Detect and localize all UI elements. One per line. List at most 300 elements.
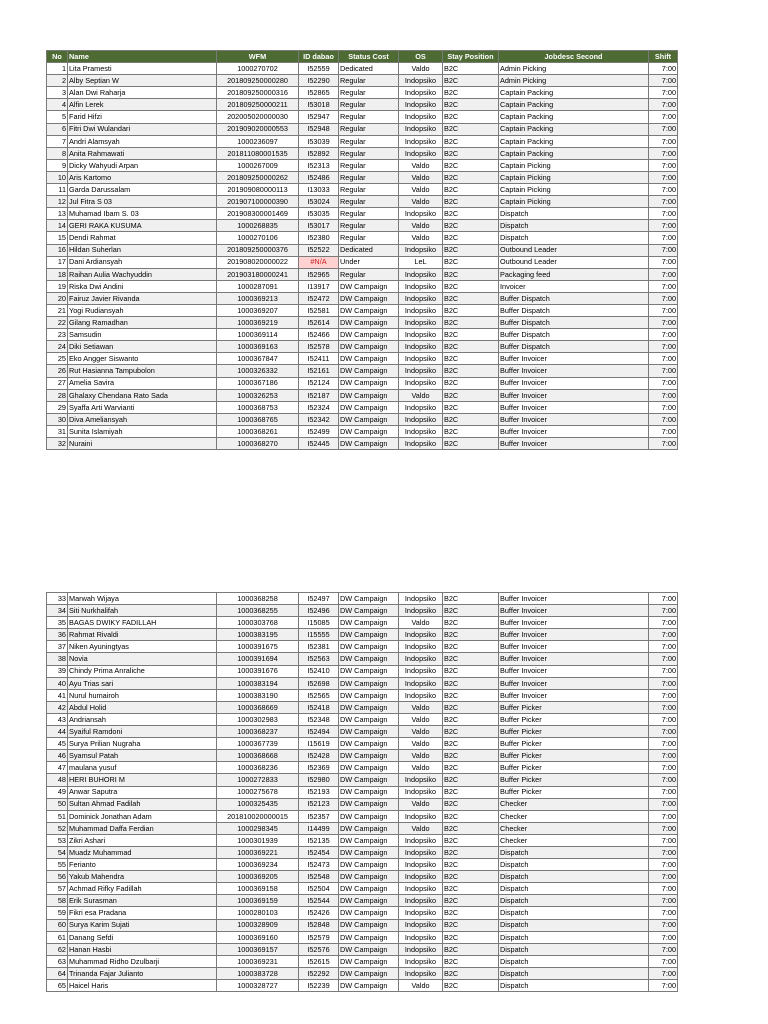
cell-id-dabao[interactable]: I52292 (299, 967, 339, 979)
cell-name[interactable]: Achmad Rifky Fadillah (68, 883, 217, 895)
cell-stay-position[interactable]: B2C (443, 184, 499, 196)
cell-name[interactable]: Amelia Savira (68, 377, 217, 389)
cell-stay-position[interactable]: B2C (443, 726, 499, 738)
cell-wfm[interactable]: 1000369219 (217, 317, 299, 329)
cell-name[interactable]: Yakub Mahendra (68, 871, 217, 883)
cell-status-cost[interactable]: DW Campaign (339, 895, 399, 907)
cell-os[interactable]: Indopsiko (399, 413, 443, 425)
cell-id-dabao[interactable]: I52848 (299, 919, 339, 931)
cell-no[interactable]: 30 (47, 413, 68, 425)
cell-stay-position[interactable]: B2C (443, 774, 499, 786)
cell-shift[interactable]: 7:00 (649, 931, 678, 943)
cell-jobdesc-second[interactable]: Dispatch (499, 955, 649, 967)
cell-wfm[interactable]: 1000270106 (217, 232, 299, 244)
cell-shift[interactable]: 7:00 (649, 967, 678, 979)
cell-os[interactable]: Indopsiko (399, 846, 443, 858)
cell-wfm[interactable]: 1000368255 (217, 605, 299, 617)
cell-shift[interactable]: 7:00 (649, 365, 678, 377)
cell-shift[interactable]: 7:00 (649, 895, 678, 907)
cell-no[interactable]: 20 (47, 292, 68, 304)
cell-os[interactable]: Indopsiko (399, 677, 443, 689)
cell-name[interactable]: Eko Angger Siswanto (68, 353, 217, 365)
cell-status-cost[interactable]: DW Campaign (339, 883, 399, 895)
cell-status-cost[interactable]: DW Campaign (339, 871, 399, 883)
cell-no[interactable]: 14 (47, 220, 68, 232)
cell-shift[interactable]: 7:00 (649, 955, 678, 967)
cell-no[interactable]: 48 (47, 774, 68, 786)
header-shift[interactable]: Shift (649, 51, 678, 63)
cell-id-dabao[interactable]: I52428 (299, 750, 339, 762)
cell-shift[interactable]: 7:00 (649, 413, 678, 425)
cell-jobdesc-second[interactable]: Dispatch (499, 220, 649, 232)
cell-id-dabao[interactable]: I52565 (299, 689, 339, 701)
cell-wfm[interactable]: 1000302983 (217, 713, 299, 725)
cell-status-cost[interactable]: DW Campaign (339, 834, 399, 846)
cell-shift[interactable]: 7:00 (649, 689, 678, 701)
cell-os[interactable]: Indopsiko (399, 629, 443, 641)
cell-os[interactable]: Valdo (399, 389, 443, 401)
cell-os[interactable]: Valdo (399, 750, 443, 762)
cell-stay-position[interactable]: B2C (443, 87, 499, 99)
cell-jobdesc-second[interactable]: Invoicer (499, 280, 649, 292)
cell-status-cost[interactable]: Regular (339, 184, 399, 196)
cell-name[interactable]: Muadz Muhammad (68, 846, 217, 858)
cell-os[interactable]: Indopsiko (399, 774, 443, 786)
cell-jobdesc-second[interactable]: Dispatch (499, 859, 649, 871)
cell-status-cost[interactable]: Regular (339, 123, 399, 135)
cell-status-cost[interactable]: DW Campaign (339, 907, 399, 919)
cell-stay-position[interactable]: B2C (443, 99, 499, 111)
cell-shift[interactable]: 7:00 (649, 329, 678, 341)
cell-no[interactable]: 16 (47, 244, 68, 256)
cell-jobdesc-second[interactable]: Dispatch (499, 208, 649, 220)
cell-id-dabao[interactable]: I53024 (299, 196, 339, 208)
cell-jobdesc-second[interactable]: Captain Picking (499, 159, 649, 171)
cell-name[interactable]: Danang Sefdi (68, 931, 217, 943)
cell-os[interactable]: Indopsiko (399, 147, 443, 159)
cell-jobdesc-second[interactable]: Captain Packing (499, 135, 649, 147)
cell-shift[interactable]: 7:00 (649, 822, 678, 834)
cell-os[interactable]: Indopsiko (399, 365, 443, 377)
cell-jobdesc-second[interactable]: Captain Packing (499, 87, 649, 99)
cell-no[interactable]: 28 (47, 389, 68, 401)
cell-shift[interactable]: 7:00 (649, 99, 678, 111)
header-jobdesc-second[interactable]: Jobdesc Second (499, 51, 649, 63)
cell-id-dabao[interactable]: I52581 (299, 304, 339, 316)
cell-shift[interactable]: 7:00 (649, 859, 678, 871)
cell-stay-position[interactable]: B2C (443, 822, 499, 834)
cell-no[interactable]: 43 (47, 713, 68, 725)
cell-name[interactable]: Syaiful Ramdoni (68, 726, 217, 738)
cell-id-dabao[interactable]: I52494 (299, 726, 339, 738)
cell-status-cost[interactable]: DW Campaign (339, 365, 399, 377)
cell-shift[interactable]: 7:00 (649, 629, 678, 641)
cell-jobdesc-second[interactable]: Admin Picking (499, 75, 649, 87)
cell-jobdesc-second[interactable]: Buffer Picker (499, 762, 649, 774)
cell-no[interactable]: 42 (47, 701, 68, 713)
cell-os[interactable]: Indopsiko (399, 87, 443, 99)
cell-id-dabao[interactable]: I52865 (299, 87, 339, 99)
cell-stay-position[interactable]: B2C (443, 895, 499, 907)
cell-os[interactable]: Valdo (399, 159, 443, 171)
cell-no[interactable]: 53 (47, 834, 68, 846)
cell-id-dabao[interactable]: I52563 (299, 653, 339, 665)
cell-status-cost[interactable]: DW Campaign (339, 438, 399, 450)
cell-wfm[interactable]: 1000326253 (217, 389, 299, 401)
cell-os[interactable]: Valdo (399, 713, 443, 725)
cell-shift[interactable]: 7:00 (649, 810, 678, 822)
cell-os[interactable]: Indopsiko (399, 967, 443, 979)
header-id-dabao[interactable]: ID dabao (299, 51, 339, 63)
cell-wfm[interactable]: 1000369213 (217, 292, 299, 304)
cell-jobdesc-second[interactable]: Admin Picking (499, 63, 649, 75)
cell-name[interactable]: Marwah Wijaya (68, 593, 217, 605)
cell-name[interactable]: Dicky Wahyudi Arpan (68, 159, 217, 171)
cell-no[interactable]: 62 (47, 943, 68, 955)
cell-shift[interactable]: 7:00 (649, 726, 678, 738)
cell-os[interactable]: Indopsiko (399, 377, 443, 389)
cell-os[interactable]: Indopsiko (399, 871, 443, 883)
cell-stay-position[interactable]: B2C (443, 931, 499, 943)
cell-id-dabao[interactable]: I13917 (299, 280, 339, 292)
cell-name[interactable]: Sunita Islamiyah (68, 425, 217, 437)
cell-status-cost[interactable]: DW Campaign (339, 280, 399, 292)
cell-status-cost[interactable]: DW Campaign (339, 341, 399, 353)
cell-wfm[interactable]: 1000368237 (217, 726, 299, 738)
cell-jobdesc-second[interactable]: Buffer Invoicer (499, 353, 649, 365)
cell-status-cost[interactable]: DW Campaign (339, 955, 399, 967)
cell-no[interactable]: 18 (47, 268, 68, 280)
cell-wfm[interactable]: 1000236097 (217, 135, 299, 147)
cell-os[interactable]: Indopsiko (399, 329, 443, 341)
cell-shift[interactable]: 7:00 (649, 171, 678, 183)
cell-os[interactable]: Indopsiko (399, 919, 443, 931)
cell-wfm[interactable]: 201810020000015 (217, 810, 299, 822)
cell-stay-position[interactable]: B2C (443, 907, 499, 919)
cell-name[interactable]: Riska Dwi Andini (68, 280, 217, 292)
cell-wfm[interactable]: 1000268835 (217, 220, 299, 232)
cell-os[interactable]: Valdo (399, 701, 443, 713)
cell-name[interactable]: Dominick Jonathan Adam (68, 810, 217, 822)
cell-status-cost[interactable]: DW Campaign (339, 389, 399, 401)
cell-wfm[interactable]: 1000391676 (217, 665, 299, 677)
cell-stay-position[interactable]: B2C (443, 738, 499, 750)
cell-id-dabao[interactable]: I52161 (299, 365, 339, 377)
cell-wfm[interactable]: 201809250000280 (217, 75, 299, 87)
cell-stay-position[interactable]: B2C (443, 438, 499, 450)
cell-shift[interactable]: 7:00 (649, 798, 678, 810)
cell-stay-position[interactable]: B2C (443, 268, 499, 280)
cell-os[interactable]: Valdo (399, 726, 443, 738)
cell-jobdesc-second[interactable]: Buffer Invoicer (499, 365, 649, 377)
cell-id-dabao[interactable]: I52342 (299, 413, 339, 425)
cell-os[interactable]: Indopsiko (399, 641, 443, 653)
cell-stay-position[interactable]: B2C (443, 256, 499, 268)
cell-no[interactable]: 19 (47, 280, 68, 292)
cell-name[interactable]: Andriansah (68, 713, 217, 725)
cell-shift[interactable]: 7:00 (649, 63, 678, 75)
cell-id-dabao[interactable]: I52576 (299, 943, 339, 955)
cell-name[interactable]: Alby Septian W (68, 75, 217, 87)
cell-jobdesc-second[interactable]: Buffer Invoicer (499, 677, 649, 689)
cell-id-dabao[interactable]: I52381 (299, 641, 339, 653)
cell-name[interactable]: Zikri Ashari (68, 834, 217, 846)
cell-stay-position[interactable]: B2C (443, 377, 499, 389)
cell-wfm[interactable]: 1000368270 (217, 438, 299, 450)
cell-jobdesc-second[interactable]: Dispatch (499, 871, 649, 883)
cell-name[interactable]: Aris Kartomo (68, 171, 217, 183)
cell-id-dabao[interactable]: I13033 (299, 184, 339, 196)
header-name[interactable]: Name (68, 51, 217, 63)
cell-jobdesc-second[interactable]: Dispatch (499, 919, 649, 931)
cell-status-cost[interactable]: DW Campaign (339, 943, 399, 955)
cell-id-dabao[interactable]: #N/A (299, 256, 339, 268)
cell-name[interactable]: Fikri esa Pradana (68, 907, 217, 919)
cell-wfm[interactable]: 201809250000262 (217, 171, 299, 183)
cell-id-dabao[interactable]: I52124 (299, 377, 339, 389)
cell-status-cost[interactable]: DW Campaign (339, 919, 399, 931)
cell-wfm[interactable]: 202005020000030 (217, 111, 299, 123)
cell-wfm[interactable]: 1000368669 (217, 701, 299, 713)
cell-jobdesc-second[interactable]: Captain Picking (499, 196, 649, 208)
cell-no[interactable]: 10 (47, 171, 68, 183)
cell-id-dabao[interactable]: I52522 (299, 244, 339, 256)
cell-name[interactable]: Trinanda Fajar Julianto (68, 967, 217, 979)
cell-status-cost[interactable]: DW Campaign (339, 762, 399, 774)
cell-wfm[interactable]: 1000287091 (217, 280, 299, 292)
cell-wfm[interactable]: 201907100000390 (217, 196, 299, 208)
header-no[interactable]: No (47, 51, 68, 63)
cell-wfm[interactable]: 1000369234 (217, 859, 299, 871)
cell-no[interactable]: 4 (47, 99, 68, 111)
cell-wfm[interactable]: 1000272833 (217, 774, 299, 786)
cell-stay-position[interactable]: B2C (443, 389, 499, 401)
cell-no[interactable]: 35 (47, 617, 68, 629)
cell-jobdesc-second[interactable]: Outbound Leader (499, 244, 649, 256)
cell-shift[interactable]: 7:00 (649, 701, 678, 713)
cell-id-dabao[interactable]: I52948 (299, 123, 339, 135)
cell-shift[interactable]: 7:00 (649, 353, 678, 365)
cell-os[interactable]: Valdo (399, 184, 443, 196)
cell-id-dabao[interactable]: I53018 (299, 99, 339, 111)
cell-os[interactable]: Indopsiko (399, 859, 443, 871)
cell-os[interactable]: Indopsiko (399, 75, 443, 87)
cell-os[interactable]: Indopsiko (399, 438, 443, 450)
cell-wfm[interactable]: 1000391694 (217, 653, 299, 665)
cell-shift[interactable]: 7:00 (649, 425, 678, 437)
cell-status-cost[interactable]: DW Campaign (339, 980, 399, 992)
cell-name[interactable]: HERI BUHORI M (68, 774, 217, 786)
cell-no[interactable]: 58 (47, 895, 68, 907)
cell-jobdesc-second[interactable]: Checker (499, 834, 649, 846)
cell-stay-position[interactable]: B2C (443, 111, 499, 123)
cell-status-cost[interactable]: DW Campaign (339, 810, 399, 822)
cell-os[interactable]: Indopsiko (399, 689, 443, 701)
cell-no[interactable]: 31 (47, 425, 68, 437)
cell-shift[interactable]: 7:00 (649, 593, 678, 605)
cell-jobdesc-second[interactable]: Dispatch (499, 931, 649, 943)
cell-stay-position[interactable]: B2C (443, 701, 499, 713)
cell-shift[interactable]: 7:00 (649, 943, 678, 955)
cell-jobdesc-second[interactable]: Buffer Picker (499, 738, 649, 750)
cell-id-dabao[interactable]: I52698 (299, 677, 339, 689)
cell-shift[interactable]: 7:00 (649, 846, 678, 858)
cell-os[interactable]: Indopsiko (399, 353, 443, 365)
cell-wfm[interactable]: 1000280103 (217, 907, 299, 919)
cell-id-dabao[interactable]: I52187 (299, 389, 339, 401)
cell-wfm[interactable]: 201809250000376 (217, 244, 299, 256)
cell-shift[interactable]: 7:00 (649, 232, 678, 244)
cell-shift[interactable]: 7:00 (649, 256, 678, 268)
cell-id-dabao[interactable]: I52418 (299, 701, 339, 713)
cell-os[interactable]: Valdo (399, 980, 443, 992)
cell-shift[interactable]: 7:00 (649, 87, 678, 99)
cell-jobdesc-second[interactable]: Buffer Invoicer (499, 641, 649, 653)
cell-status-cost[interactable]: DW Campaign (339, 605, 399, 617)
cell-id-dabao[interactable]: I52369 (299, 762, 339, 774)
cell-id-dabao[interactable]: I52980 (299, 774, 339, 786)
cell-name[interactable]: Muhammad Ridho Dzulbarji (68, 955, 217, 967)
cell-os[interactable]: Indopsiko (399, 123, 443, 135)
cell-wfm[interactable]: 1000383195 (217, 629, 299, 641)
cell-stay-position[interactable]: B2C (443, 810, 499, 822)
cell-status-cost[interactable]: DW Campaign (339, 413, 399, 425)
cell-os[interactable]: Indopsiko (399, 111, 443, 123)
cell-status-cost[interactable]: DW Campaign (339, 377, 399, 389)
cell-id-dabao[interactable]: I52965 (299, 268, 339, 280)
cell-wfm[interactable]: 1000270702 (217, 63, 299, 75)
cell-os[interactable]: Indopsiko (399, 292, 443, 304)
cell-stay-position[interactable]: B2C (443, 798, 499, 810)
cell-name[interactable]: Anita Rahmawati (68, 147, 217, 159)
cell-no[interactable]: 2 (47, 75, 68, 87)
cell-os[interactable]: Indopsiko (399, 425, 443, 437)
cell-shift[interactable]: 7:00 (649, 786, 678, 798)
cell-wfm[interactable]: 1000368668 (217, 750, 299, 762)
cell-stay-position[interactable]: B2C (443, 665, 499, 677)
cell-status-cost[interactable]: Regular (339, 171, 399, 183)
cell-jobdesc-second[interactable]: Dispatch (499, 907, 649, 919)
cell-os[interactable]: Valdo (399, 171, 443, 183)
cell-stay-position[interactable]: B2C (443, 365, 499, 377)
cell-name[interactable]: Siti Nurkhalifah (68, 605, 217, 617)
cell-id-dabao[interactable]: I15085 (299, 617, 339, 629)
cell-status-cost[interactable]: DW Campaign (339, 689, 399, 701)
cell-name[interactable]: Gilang Ramadhan (68, 317, 217, 329)
cell-status-cost[interactable]: DW Campaign (339, 822, 399, 834)
cell-stay-position[interactable]: B2C (443, 617, 499, 629)
cell-jobdesc-second[interactable]: Buffer Invoicer (499, 438, 649, 450)
cell-no[interactable]: 52 (47, 822, 68, 834)
cell-wfm[interactable]: 1000328727 (217, 980, 299, 992)
cell-wfm[interactable]: 1000369221 (217, 846, 299, 858)
cell-id-dabao[interactable]: I52548 (299, 871, 339, 883)
cell-name[interactable]: Ferianto (68, 859, 217, 871)
cell-shift[interactable]: 7:00 (649, 377, 678, 389)
cell-id-dabao[interactable]: I52947 (299, 111, 339, 123)
cell-no[interactable]: 50 (47, 798, 68, 810)
cell-shift[interactable]: 7:00 (649, 677, 678, 689)
cell-stay-position[interactable]: B2C (443, 317, 499, 329)
cell-name[interactable]: Syaffa Arti Warvianti (68, 401, 217, 413)
cell-name[interactable]: Abdul Holid (68, 701, 217, 713)
cell-stay-position[interactable]: B2C (443, 919, 499, 931)
cell-os[interactable]: Valdo (399, 738, 443, 750)
cell-id-dabao[interactable]: I52615 (299, 955, 339, 967)
cell-name[interactable]: Dendi Rahmat (68, 232, 217, 244)
cell-wfm[interactable]: 1000369163 (217, 341, 299, 353)
cell-no[interactable]: 54 (47, 846, 68, 858)
cell-jobdesc-second[interactable]: Buffer Invoicer (499, 389, 649, 401)
cell-status-cost[interactable]: DW Campaign (339, 701, 399, 713)
cell-id-dabao[interactable]: I52544 (299, 895, 339, 907)
cell-stay-position[interactable]: B2C (443, 605, 499, 617)
cell-status-cost[interactable]: DW Campaign (339, 846, 399, 858)
cell-stay-position[interactable]: B2C (443, 834, 499, 846)
cell-stay-position[interactable]: B2C (443, 196, 499, 208)
cell-no[interactable]: 57 (47, 883, 68, 895)
cell-name[interactable]: Fairuz Javier Rivanda (68, 292, 217, 304)
cell-status-cost[interactable]: Regular (339, 87, 399, 99)
cell-shift[interactable]: 7:00 (649, 280, 678, 292)
cell-no[interactable]: 60 (47, 919, 68, 931)
cell-shift[interactable]: 7:00 (649, 135, 678, 147)
cell-status-cost[interactable]: Regular (339, 111, 399, 123)
cell-status-cost[interactable]: Regular (339, 147, 399, 159)
header-os[interactable]: OS (399, 51, 443, 63)
cell-status-cost[interactable]: DW Campaign (339, 738, 399, 750)
cell-shift[interactable]: 7:00 (649, 341, 678, 353)
cell-no[interactable]: 5 (47, 111, 68, 123)
cell-os[interactable]: Indopsiko (399, 665, 443, 677)
cell-no[interactable]: 49 (47, 786, 68, 798)
cell-no[interactable]: 61 (47, 931, 68, 943)
cell-wfm[interactable]: 1000369207 (217, 304, 299, 316)
cell-name[interactable]: Dani Ardiansyah (68, 256, 217, 268)
cell-shift[interactable]: 7:00 (649, 317, 678, 329)
cell-wfm[interactable]: 1000383194 (217, 677, 299, 689)
cell-stay-position[interactable]: B2C (443, 413, 499, 425)
cell-stay-position[interactable]: B2C (443, 147, 499, 159)
cell-id-dabao[interactable]: I52466 (299, 329, 339, 341)
cell-name[interactable]: Hildan Suherlan (68, 244, 217, 256)
cell-status-cost[interactable]: DW Campaign (339, 665, 399, 677)
cell-jobdesc-second[interactable]: Buffer Invoicer (499, 665, 649, 677)
cell-shift[interactable]: 7:00 (649, 147, 678, 159)
header-wfm[interactable]: WFM (217, 51, 299, 63)
cell-id-dabao[interactable]: I52504 (299, 883, 339, 895)
cell-name[interactable]: Niken Ayuningtyas (68, 641, 217, 653)
cell-id-dabao[interactable]: I52614 (299, 317, 339, 329)
cell-no[interactable]: 27 (47, 377, 68, 389)
cell-shift[interactable]: 7:00 (649, 184, 678, 196)
cell-wfm[interactable]: 1000369157 (217, 943, 299, 955)
cell-wfm[interactable]: 201908300001469 (217, 208, 299, 220)
cell-id-dabao[interactable]: I52472 (299, 292, 339, 304)
cell-no[interactable]: 7 (47, 135, 68, 147)
cell-status-cost[interactable]: DW Campaign (339, 593, 399, 605)
cell-wfm[interactable]: 201909020000553 (217, 123, 299, 135)
cell-stay-position[interactable]: B2C (443, 353, 499, 365)
cell-no[interactable]: 8 (47, 147, 68, 159)
cell-shift[interactable]: 7:00 (649, 75, 678, 87)
cell-id-dabao[interactable]: I52313 (299, 159, 339, 171)
cell-wfm[interactable]: 1000383728 (217, 967, 299, 979)
cell-shift[interactable]: 7:00 (649, 883, 678, 895)
cell-os[interactable]: Valdo (399, 232, 443, 244)
cell-os[interactable]: Indopsiko (399, 834, 443, 846)
cell-name[interactable]: Jul Fitra S 03 (68, 196, 217, 208)
